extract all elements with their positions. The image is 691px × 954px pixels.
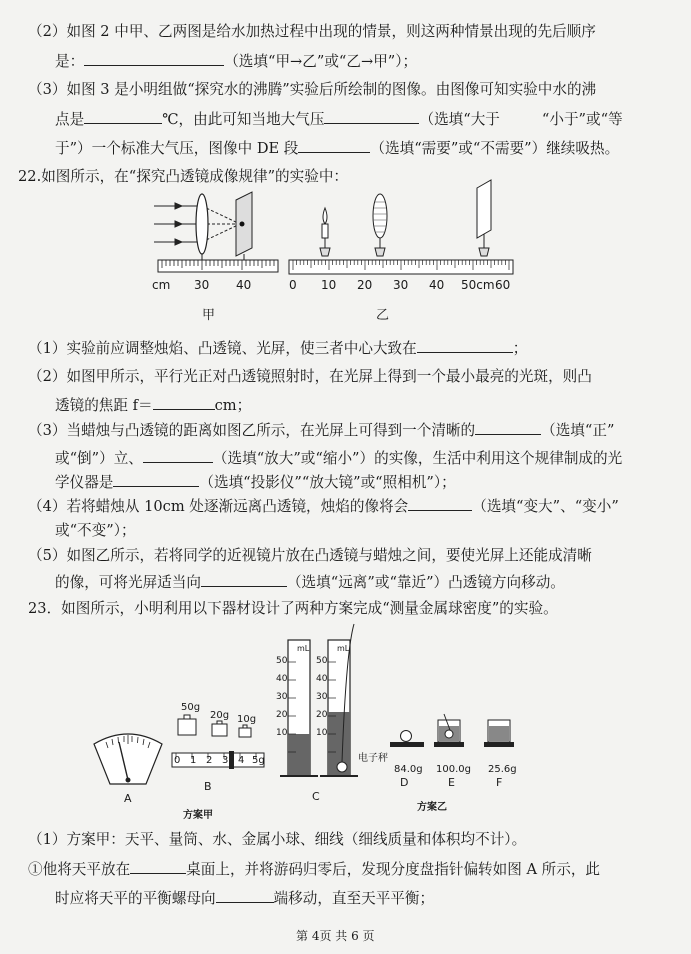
q21-part3-mid: ℃，由此可知当地大气压 <box>162 111 325 128</box>
q23-fig-label-f: F <box>496 776 503 789</box>
candle <box>320 208 330 256</box>
q23-reading-e: 100.0g <box>436 764 471 775</box>
q22-fig-b-caption: 乙 <box>376 308 390 323</box>
q22-part2-line1: （2）如图甲所示，平行光正对凸透镜照射时，在光屏上得到一个最小最亮的光斑，则凸 <box>28 368 592 385</box>
q22-fig-b-tick-0: 0 <box>289 278 297 292</box>
q21-part2-line1: （2）如图 2 中甲、乙两图是给水加热过程中出现的情景，则这两种情景出现的先后顺序 <box>28 23 596 40</box>
metal-ball <box>337 762 347 772</box>
q21-part3-line3-prefix: 于”）一个标准大气压，图像中 DE 段 <box>55 140 299 157</box>
q21-answer-boiling-point-blank[interactable] <box>84 109 162 124</box>
q21-answer-de-blank[interactable] <box>298 138 370 153</box>
q22-part3-line3-prefix: 学仪器是 <box>55 474 114 491</box>
q23-cyl2-tick-40: 40 <box>316 674 328 684</box>
q22-answer-direction-blank[interactable] <box>201 572 287 587</box>
q23-weight-10g-label: 10g <box>237 714 257 725</box>
q23-rider-tick-2: 2 <box>206 755 213 766</box>
q21-part2-suffix: （选填“甲→乙”或“乙→甲”）； <box>224 53 418 70</box>
q23-step1-line1 <box>28 859 600 880</box>
q21-part2-line2 <box>55 51 417 72</box>
q23-rider-tick-1: 1 <box>190 755 197 766</box>
q22-fig-b-tick-40: 40 <box>429 278 445 292</box>
q23-cyl1-tick-50: 50 <box>276 656 288 666</box>
convex-lens <box>196 194 208 254</box>
q23-answer-table-blank[interactable] <box>130 859 186 874</box>
q22-part2-line2 <box>55 395 251 416</box>
q23-cyl2-tick-10: 10 <box>316 728 328 738</box>
rider-scale <box>172 753 264 767</box>
q23-rider-tick-4: 4 <box>238 755 245 766</box>
q23-answer-nut-direction-blank[interactable] <box>216 888 274 903</box>
q23-step1-suffix: 桌面上，并将游码归零后，发现分度盘指针偏转如图 A 所示，此 <box>186 861 601 878</box>
q23-step1-line2-prefix: 时应将天平的平衡螺母向 <box>55 890 216 907</box>
convex-lens-b <box>373 194 387 256</box>
q21-part3-line1: （3）如图 3 是小明组做“探究水的沸腾”实验后所绘制的图像。由图像可知实验中水的沸 <box>28 81 597 98</box>
q22-part4-suffix: （选填“变大”、“变小” <box>472 498 619 515</box>
q23-plan-b-label: 方案乙 <box>417 802 447 813</box>
q22-answer-orientation-blank[interactable] <box>475 420 541 435</box>
q22-title: 22.如图所示，在“探究凸透镜成像规律”的实验中： <box>18 168 349 185</box>
q22-part1-suffix: ； <box>512 340 528 357</box>
q22-answer-center-blank[interactable] <box>417 338 513 353</box>
q21-part2-prefix: 是： <box>55 53 85 70</box>
q22-part5-prefix: 的像，可将光屏适当向 <box>55 574 201 591</box>
q22-part1-prefix: （1）实验前应调整烛焰、凸透镜、光屏，使三者中心大致在 <box>28 340 417 357</box>
rider <box>229 751 234 769</box>
q21-answer-order-blank[interactable] <box>84 51 224 66</box>
q22-fig-a-tick-30: 30 <box>194 278 210 292</box>
light-screen-b <box>477 180 491 256</box>
q22-part4-line2: 或“不变”）； <box>55 522 136 539</box>
q23-cyl2-tick-50: 50 <box>316 656 328 666</box>
weight-50g-icon <box>178 715 196 735</box>
q22-answer-instrument-blank[interactable] <box>113 472 199 487</box>
q22-answer-size-blank[interactable] <box>143 448 213 463</box>
q21-part3-line2 <box>55 109 623 130</box>
q23-weight-20g-label: 20g <box>210 710 230 721</box>
q22-answer-focal-blank[interactable] <box>153 395 215 410</box>
q22-fig-a-caption: 甲 <box>202 308 216 323</box>
q22-part5-line1: （5）如图乙所示，若将同学的近视镜片放在凸透镜与蜡烛之间，要使光屏上还能成清晰 <box>28 547 592 564</box>
q23-cyl1-tick-30: 30 <box>276 692 288 702</box>
q23-scale-label: 电子秤 <box>358 753 388 764</box>
q23-figure-b-weights <box>170 715 270 785</box>
q22-part5-suffix: （选填“远离”或“靠近”）凸透镜方向移动。 <box>286 574 565 591</box>
q22-fig-a-cm-label: cm <box>152 278 171 292</box>
q22-fig-b-tick-20: 20 <box>357 278 373 292</box>
q23-fig-label-b: B <box>204 780 212 793</box>
q23-fig-label-d: D <box>400 776 409 789</box>
weight-20g-icon <box>212 721 227 736</box>
scale-e <box>434 714 464 747</box>
q21-part3-prefix: 点是 <box>55 111 85 128</box>
q22-part3-line2-prefix: 或“倒”）立、 <box>55 450 143 467</box>
q23-plan-a-label: 方案甲 <box>183 810 213 821</box>
q21-part3-suffix2: “小于”或“等 <box>541 111 623 128</box>
q23-reading-f: 25.6g <box>488 764 517 775</box>
q23-figure-a-dial <box>88 730 168 792</box>
q22-part4-prefix: （4）若将蜡烛从 10cm 处逐渐远离凸透镜，烛焰的像将会 <box>28 498 409 515</box>
q21-part3-line3 <box>55 138 619 159</box>
q21-answer-pressure-blank[interactable] <box>324 109 419 124</box>
q23-rider-tick-3: 3 <box>222 755 229 766</box>
q22-fig-b-tick-30: 30 <box>393 278 409 292</box>
q23-step1-prefix: ①他将天平放在 <box>28 861 131 878</box>
page-footer: 第 4页 共 6 页 <box>296 929 375 943</box>
q23-cyl2-tick-30: 30 <box>316 692 328 702</box>
q22-answer-image-change-blank[interactable] <box>408 496 472 511</box>
q23-cyl2-ml: mL <box>337 644 350 653</box>
q23-cyl2-tick-20: 20 <box>316 710 328 720</box>
q22-part3-prefix: （3）当蜡烛与凸透镜的距离如图乙所示，在光屏上可得到一个清晰的 <box>28 422 476 439</box>
q23-cyl1-tick-10: 10 <box>276 728 288 738</box>
q21-part3-suffix: （选填“大于 <box>419 111 500 128</box>
q23-title: 23．如图所示，小明利用以下器材设计了两种方案完成“测量金属球密度”的实验。 <box>28 600 558 617</box>
q23-weight-50g-label: 50g <box>181 702 201 713</box>
q23-part1: （1）方案甲：天平、量筒、水、金属小球、细线（细线质量和体积均不计）。 <box>28 831 527 848</box>
q22-part5-line2 <box>55 572 565 593</box>
q23-step1-line2 <box>55 888 434 909</box>
q22-fig-b-tick-60: 60 <box>495 278 511 292</box>
q23-fig-label-e: E <box>448 776 455 789</box>
q22-part2-suffix: cm； <box>214 397 252 414</box>
q22-part3-line1 <box>28 420 614 441</box>
q23-rider-tick-5g: 5g <box>252 755 265 766</box>
q22-fig-a-tick-40: 40 <box>236 278 252 292</box>
q22-part3-line2 <box>55 448 622 469</box>
q22-fig-b-tick-50cm: 50cm <box>461 278 495 292</box>
light-spot <box>240 222 245 227</box>
q23-fig-label-c: C <box>312 790 320 803</box>
q22-part3-line3 <box>55 472 456 493</box>
q22-part3-line3-suffix: （选填“投影仪”“放大镜”或“照相机”）； <box>199 474 456 491</box>
q23-cyl1-tick-40: 40 <box>276 674 288 684</box>
q23-cyl1-ml: mL <box>297 644 310 653</box>
scale-f <box>484 720 514 747</box>
q22-part3-line2-suffix: （选填“放大”或“缩小”）的实像，生活中利用这个规律制成的光 <box>212 450 623 467</box>
q23-fig-label-a: A <box>124 792 132 805</box>
q22-part3-suffix: （选填“正” <box>541 422 615 439</box>
q23-cyl1-tick-20: 20 <box>276 710 288 720</box>
q23-step1-line2-suffix: 端移动，直至天平平衡； <box>273 890 435 907</box>
q22-part1 <box>28 338 527 359</box>
q22-part4-line1 <box>28 496 619 517</box>
q23-rider-tick-0: 0 <box>174 755 181 766</box>
q23-reading-d: 84.0g <box>394 764 423 775</box>
q21-part3-line3-suffix: （选填“需要”或“不需要”）继续吸热。 <box>370 140 620 157</box>
q22-part2-prefix: 透镜的焦距 f＝ <box>55 397 153 414</box>
scale-d <box>390 731 424 748</box>
weight-10g-icon <box>239 725 251 737</box>
q23-figure-def <box>384 712 524 762</box>
q22-fig-b-tick-10: 10 <box>321 278 337 292</box>
